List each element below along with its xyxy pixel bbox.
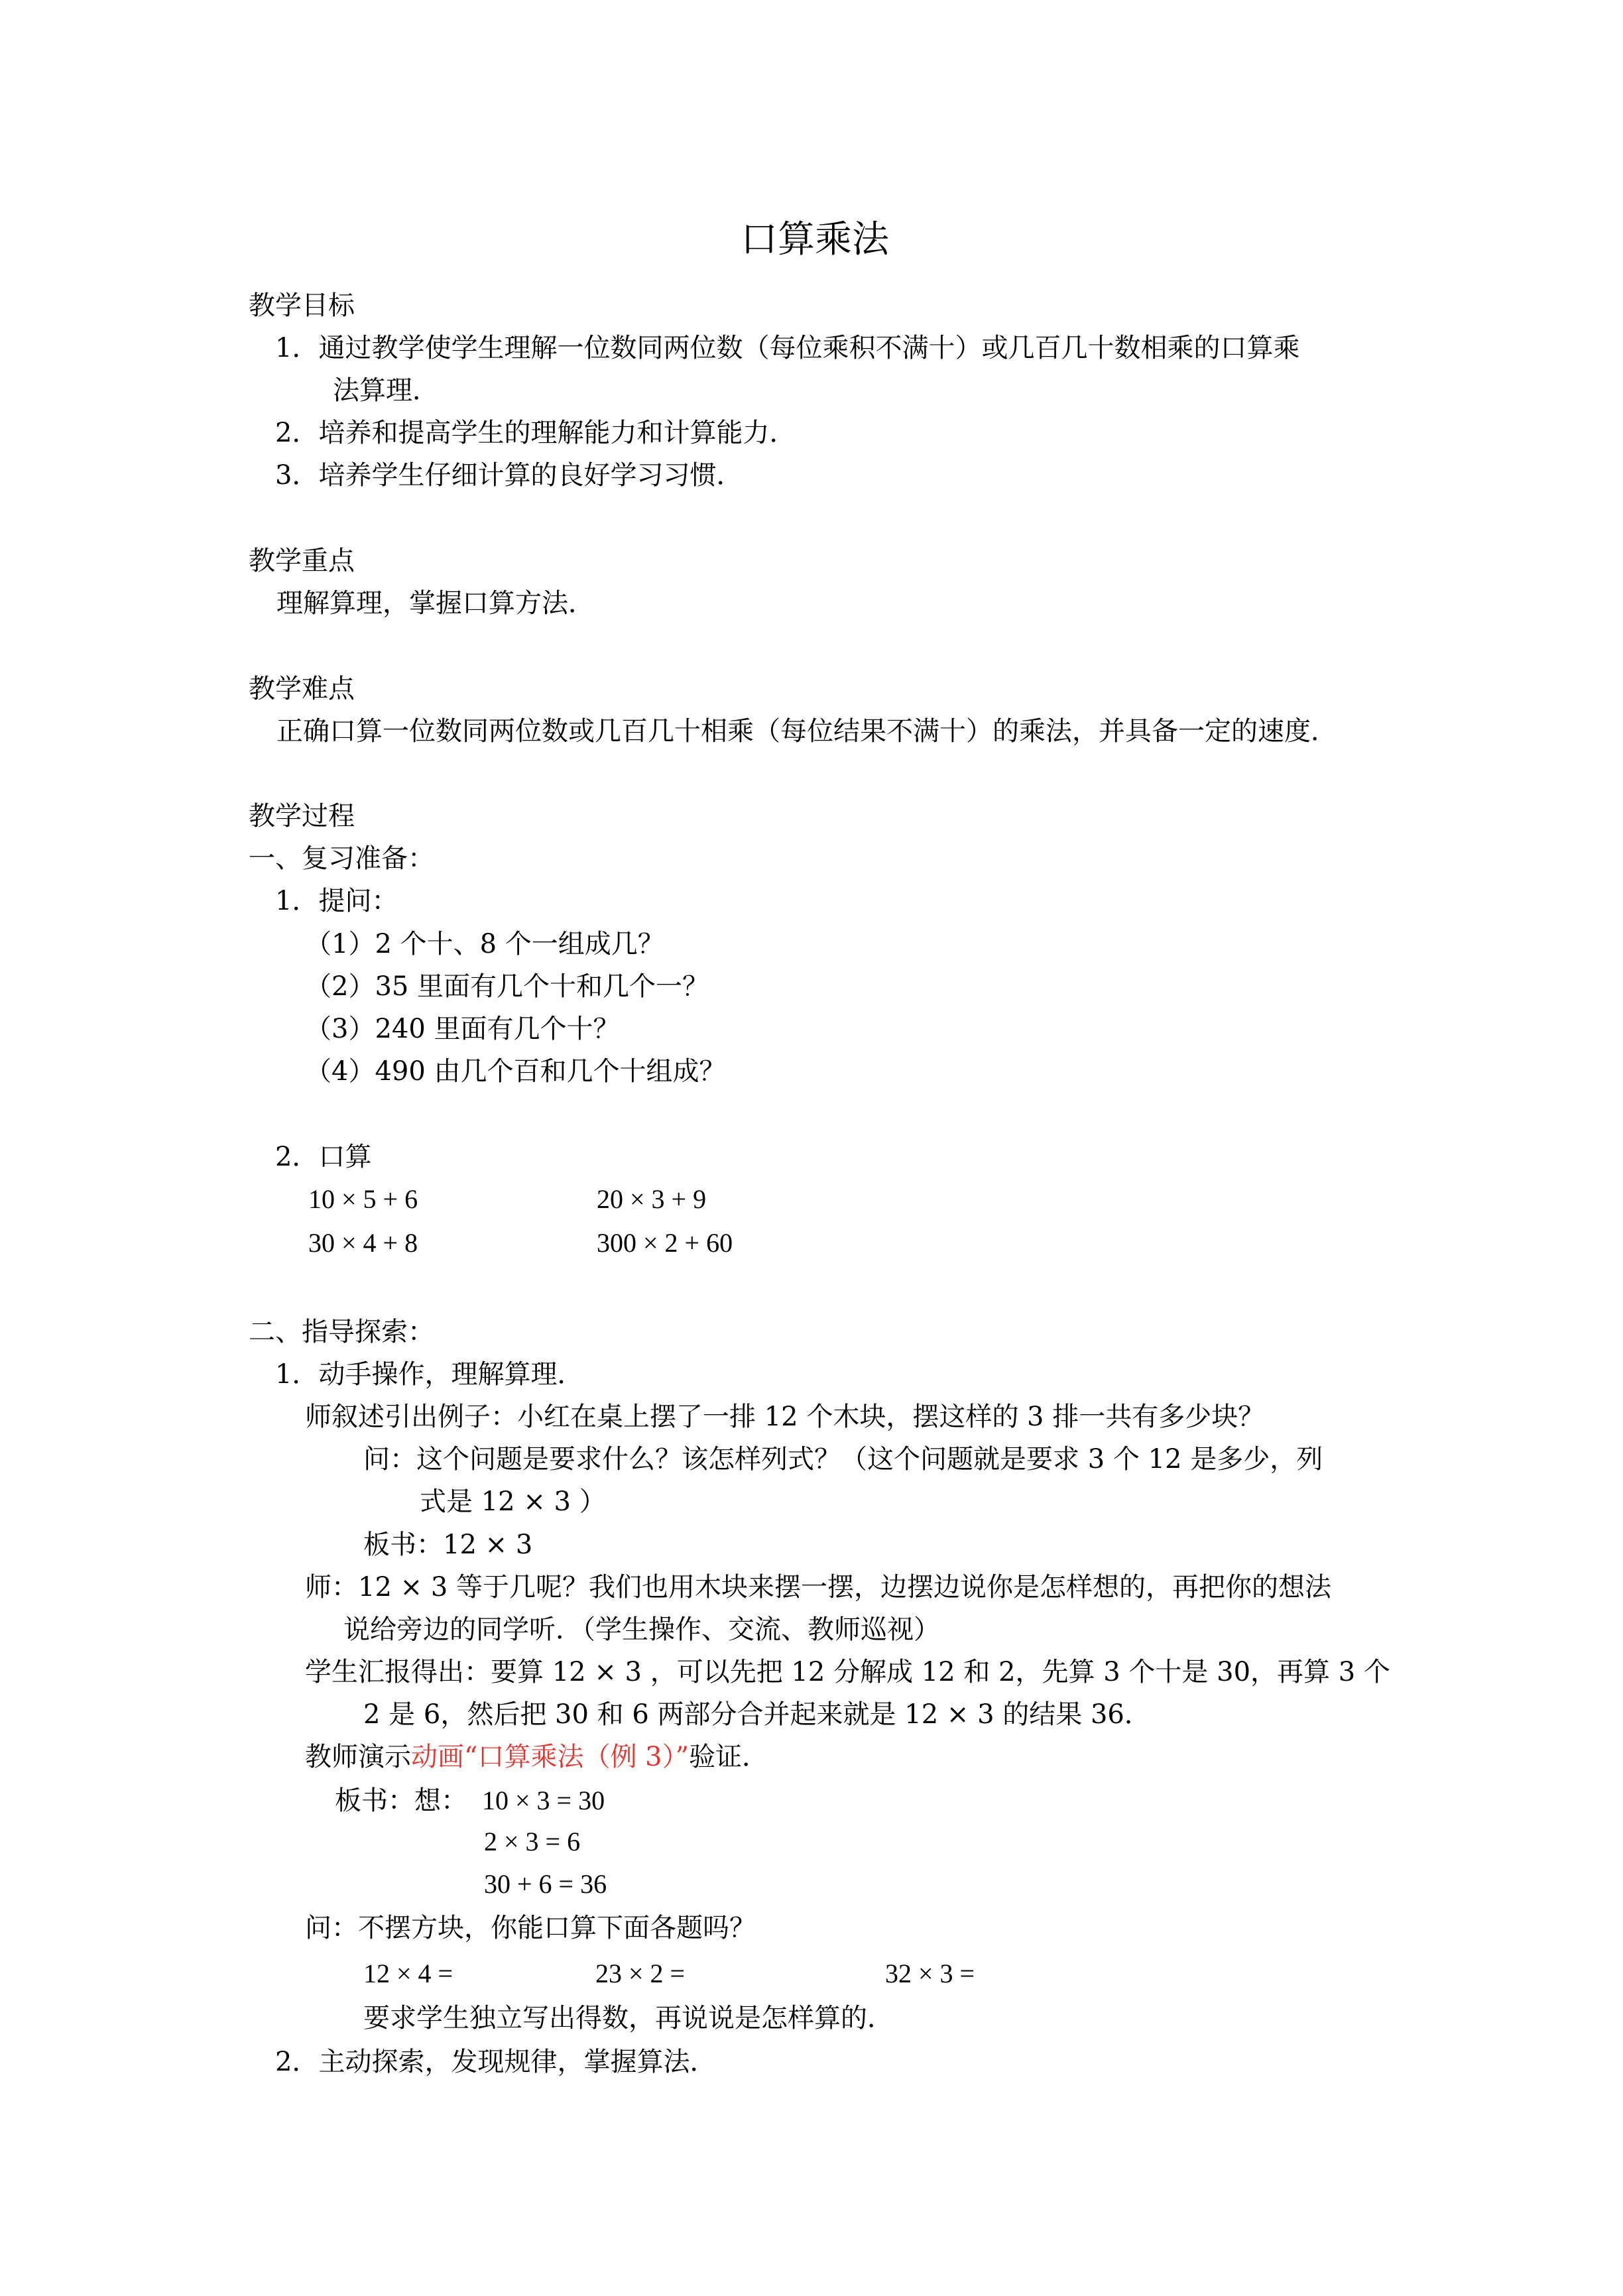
goal-item-3: 3．培养学生仔细计算的良好学习习惯． (275, 460, 743, 491)
question-label: 1．提问： (275, 886, 398, 916)
goal-item-1-line-1: 1．通过教学使学生理解一位数同两位数（每位乘积不满十）或几百几十数相乘的口算乘 (275, 333, 1300, 363)
question-4: （4）490 由几个百和几个十组成？ (305, 1056, 726, 1087)
report-line-2: 2 是 6，然后把 30 和 6 两部分合并起来就是 12 × 3 的结果 36． (363, 1699, 1151, 1730)
exercise-3: 30 × 4 + 8 (308, 1228, 418, 1258)
step-2: 2．主动探索，发现规律，掌握算法． (275, 2047, 717, 2077)
part1-heading: 一、复习准备： (249, 843, 434, 874)
page-title: 口算乘法 (741, 218, 889, 261)
difficulty-heading: 教学难点 (249, 674, 355, 704)
ask-2: 问：不摆方块，你能口算下面各题吗？ (305, 1913, 756, 1943)
demo-line (305, 1741, 768, 1773)
teacher-line-1: 师：12 × 3 等于几呢？我们也用木块来摆一摆，边摆边说你是怎样想的，再把你的想法 (305, 1572, 1332, 1602)
animation-link[interactable]: 动画“口算乘法（例 3）” (411, 1742, 690, 1772)
oral-label: 2．口算 (275, 1142, 372, 1172)
teacher-line-2: 说给旁边的同学听．（学生操作、交流、教师巡视） (343, 1614, 940, 1645)
demo-suffix: 验证． (689, 1742, 769, 1772)
report-line-1: 学生汇报得出：要算 12 × 3 ，可以先把 12 分解成 12 和 2，先算 3 个十是 30，再算 3 个 (305, 1657, 1390, 1687)
ask-line-2: 式是 12 × 3 ） (420, 1486, 606, 1517)
question-3: （3）240 里面有几个十？ (305, 1014, 620, 1044)
board-2-step-3: 30 + 6 = 36 (484, 1869, 607, 1899)
part2-heading: 二、指导探索： (249, 1317, 434, 1347)
board-2-step-1: 10 × 3 = 30 (482, 1785, 605, 1815)
exercise-4: 300 × 2 + 60 (597, 1228, 733, 1258)
intro-text: 师叙述引出例子：小红在桌上摆了一排 12 个木块，摆这样的 3 排一共有多少块？ (305, 1402, 1265, 1432)
difficulty-text: 正确口算一位数同两位数或几百几十相乘（每位结果不满十）的乘法，并具备一定的速度． (276, 716, 1337, 747)
key-point-heading: 教学重点 (249, 546, 355, 576)
board-2-label: 板书：想： (335, 1785, 467, 1816)
question-2: （2）35 里面有几个十和几个一？ (305, 971, 709, 1002)
goal-item-2: 2．培养和提高学生的理解能力和计算能力． (275, 418, 796, 448)
require-text: 要求学生独立写出得数，再说说是怎样算的． (363, 2003, 894, 2033)
key-point-text: 理解算理，掌握口算方法． (276, 588, 595, 619)
demo-prefix: 教师演示 (305, 1742, 411, 1772)
oral-exercise-1: 12 × 4 = (363, 1959, 453, 1988)
step-1: 1．动手操作，理解算理． (275, 1359, 584, 1390)
process-heading: 教学过程 (249, 801, 355, 831)
goal-item-1-line-2: 法算理． (333, 375, 439, 406)
exercise-2: 20 × 3 + 9 (597, 1184, 707, 1214)
ask-line-1: 问：这个问题是要求什么？该怎样列式？（这个问题就是要求 3 个 12 是多少，列 (363, 1444, 1323, 1475)
oral-exercise-3: 32 × 3 = (885, 1959, 975, 1988)
board-1: 板书：12 × 3 (363, 1530, 533, 1560)
goals-heading: 教学目标 (249, 290, 355, 321)
question-1: （1）2 个十、8 个一组成几？ (305, 929, 664, 959)
board-2-step-2: 2 × 3 = 6 (484, 1827, 581, 1856)
exercise-1: 10 × 5 + 6 (308, 1184, 418, 1214)
oral-exercise-2: 23 × 2 = (595, 1959, 686, 1988)
